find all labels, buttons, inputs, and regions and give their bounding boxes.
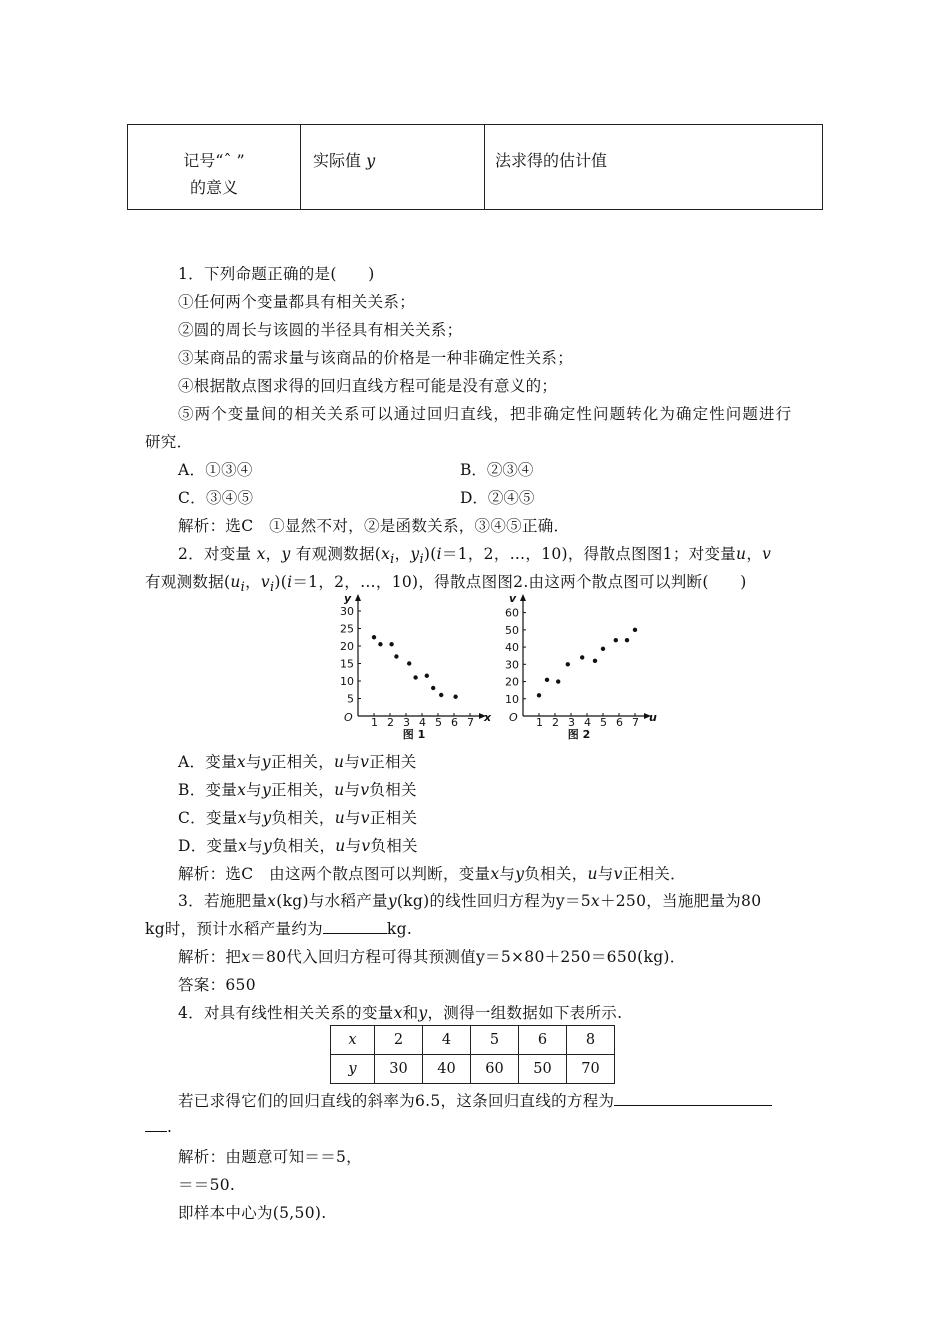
scatter-point [566,662,570,666]
actual-value-cell [301,125,485,210]
scatter-point [633,628,637,632]
q3-stem-line-1: 3．若施肥量x(kg)与水稻产量y(kg)的线性回归方程为y＝5x＋250，当施肥量为80 [178,892,762,910]
q2-text: )( [274,573,288,591]
q2-option-d: D．变量x与y负相关，u与v负相关 [178,837,418,855]
q4-text: . [167,1118,173,1136]
scatter-figure-1 [330,592,492,750]
q1-item-1: ①任何两个变量都具有相关关系； [178,293,416,311]
q1-option-d: D．②④⑤ [460,489,535,507]
q4-text: 若已求得它们的回归直线的斜率为6.5，这条回归直线的方程为 [178,1092,615,1110]
q4-stem: 4．对具有线性相关关系的变量x和y，测得一组数据如下表所示. [178,1004,623,1022]
notation-table [127,124,823,210]
scatter-point [389,642,393,646]
table-cell: 50 [519,1055,567,1084]
q4-question-line [178,1089,772,1111]
var-u: u [736,545,747,563]
scatter-point [439,693,443,697]
q4-text: 4．对具有线性相关关系的变量 [178,1004,394,1022]
scatter-point [453,695,457,699]
x-tick-label: 3 [403,716,410,729]
scatter-point [556,679,560,683]
y-tick-label: 30 [340,605,354,618]
table-cell: 30 [375,1055,423,1084]
q4-text: ，测得一组数据如下表所示. [427,1004,623,1022]
table-cell: 6 [519,1026,567,1055]
option-prefix: C．变量 [178,809,238,827]
q1-option-b: B．②③④ [460,461,534,479]
x-tick-label: 1 [536,716,543,729]
notation-line-1: 记号“ˆ ” [183,151,245,170]
scatter-point [394,654,398,658]
x-tick-label: 2 [552,716,559,729]
q3-text: ＋250，当施肥量为80 [599,892,762,910]
var-yi: $y_i$ [410,545,424,568]
q3-answer: 答案：650 [178,976,256,994]
var-y: y [281,545,291,563]
q2-text: 有观测数据( [145,573,231,591]
y-tick-label: 25 [340,622,354,636]
scatter-point [425,674,429,678]
figure-caption: 图 1 [402,728,426,741]
table-cell: 40 [423,1055,471,1084]
table-cell: 4 [423,1026,471,1055]
estimate-cell [485,125,823,210]
notation-cell [128,125,301,210]
q1-item-5-cont: 研究． [145,433,193,451]
table-cell: 8 [567,1026,615,1055]
q2-stem-line-2: 有观测数据($u_i$，$v_i)(i=1$，2，…，10)，得散点图图2.由这两个散点图可以判断( ) [145,573,747,596]
var-xi: $x_i$ [381,545,395,568]
option-prefix: D．变量 [178,837,239,855]
q1-item-4: ④根据散点图求得的回归直线方程可能是没有意义的； [178,377,558,395]
y-tick-label: 50 [505,623,519,637]
q1-option-a: A．①③④ [178,461,253,479]
table-cell: 5 [471,1026,519,1055]
option-rel-2: 负相关 [370,837,418,855]
x-axis-label: x [484,711,492,724]
option-rel-1: 负相关， [271,809,335,827]
q4-solution-3: 即样本中心为(5,50). [178,1204,327,1222]
table-cell: 60 [471,1055,519,1084]
y-axis-arrow [520,594,526,601]
estimate-text: 法求得的估计值 [495,151,608,170]
var-i: i [287,573,293,591]
y-tick-label: 10 [505,692,519,706]
q2-text: ＝1，2，…，10)，得散点图图2.由这两个散点图可以判断( ) [292,573,747,591]
q1-item-5: ⑤两个变量间的相关关系可以通过回归直线，把非确定性问题转化为确定性问题进行 [178,405,793,423]
answer-blank-cont[interactable] [145,1117,167,1132]
x-tick-label: 1 [371,716,378,729]
q3-text: 3．若施肥量 [178,892,268,910]
x-axis-label: u [649,711,657,724]
scatter-point [413,675,417,679]
q2-option-b: B．变量x与y正相关，u与v负相关 [178,781,417,799]
table-cell: 2 [375,1026,423,1055]
x-tick-label: 4 [584,716,591,729]
option-rel-2: 负相关 [369,781,417,799]
y-tick-label: 20 [340,640,354,653]
x-tick-label: 4 [419,716,426,729]
figure-caption: 图 2 [567,728,591,741]
q1-item-2: ②圆的周长与该圆的半径具有相关关系； [178,321,463,339]
option-rel-1: 正相关， [270,753,335,771]
q2-solution: 解析：选C 由这两个散点图可以判断，变量x与y负相关，u与v正相关． [178,865,686,883]
q3-text: kg. [386,920,413,938]
q3-stem-line-2 [145,917,412,939]
y-axis-label: y [344,592,352,605]
scatter-figure-2 [495,592,657,750]
q4-question-line-2 [145,1117,172,1136]
var-v: v [762,545,772,563]
x-tick-label: 3 [568,716,575,729]
q4-data-table [330,1025,615,1084]
q1-item-3: ③某商品的需求量与该商品的价格是一种非确定性关系； [178,349,574,367]
origin-label: O [344,711,353,724]
scatter-plot-1 [330,592,492,746]
table-header-y: y [331,1055,375,1084]
scatter-point [580,655,584,659]
q2-text: )( [423,545,437,563]
x-tick-label: 7 [632,716,639,729]
scatter-plot-2 [495,592,657,746]
q3-solution: 解析：把x＝80代入回归方程可得其预测值y＝5×80＋250＝650(kg)． [178,948,686,966]
notation-line-2: 的意义 [189,178,238,197]
scatter-point [378,642,382,646]
scatter-point [545,678,549,682]
table-cell: 70 [567,1055,615,1084]
q2-text: 2．对变量 [178,545,252,563]
solution-text: 解析：把 [178,948,242,966]
origin-label: O [509,711,518,724]
answer-blank[interactable] [614,1091,772,1106]
solution-text: 负相关， [524,865,588,883]
option-rel-2: 正相关 [369,753,417,771]
y-tick-label: 30 [505,658,519,672]
x-tick-label: 2 [387,716,394,729]
q1-option-c: C．③④⑤ [178,489,254,507]
option-rel-1: 正相关， [271,781,335,799]
y-axis-label: v [509,592,517,605]
scatter-point [372,635,376,639]
solution-text: 正相关． [622,865,686,883]
scatter-point [431,686,435,690]
scatter-point [593,659,597,663]
option-rel-2: 正相关 [369,809,418,827]
actual-value-var: y [366,151,376,170]
actual-value-text: 实际值 [313,151,362,170]
q3-text: kg时，预计水稻产量约为 [145,920,323,938]
q3-text: (kg)的线性回归方程为y＝5 [396,892,591,910]
y-axis-arrow [355,594,361,601]
option-prefix: B．变量 [178,781,238,799]
q2-option-a: A．变量x与y正相关，u与v正相关 [178,753,417,771]
scatter-point [625,638,629,642]
table-row-x [331,1026,615,1055]
answer-blank[interactable] [323,919,387,934]
q2-stem-line-1: 2．对变量 x，y 有观测数据($x_i$，$y_i)(i=1$，2，…，10)，得散点图图1；对变量u，v [178,545,772,568]
y-tick-label: 5 [347,692,354,706]
option-prefix: A．变量 [178,753,237,771]
y-tick-label: 40 [505,641,519,655]
q4-solution-2: ＝＝50. [178,1176,236,1194]
x-tick-label: 5 [435,716,442,729]
x-tick-label: 7 [467,716,474,729]
y-tick-label: 15 [340,657,354,671]
q3-text: (kg)与水稻产量 [276,892,388,910]
y-tick-label: 10 [340,675,354,688]
solution-text: 解析：选C 由这两个散点图可以判断，变量 [178,865,491,883]
table-header-x: x [331,1026,375,1055]
table-row-y [331,1055,615,1084]
var-ui: $u_i$ [230,573,246,596]
q2-option-c: C．变量x与y负相关，u与v正相关 [178,809,418,827]
x-tick-label: 6 [616,716,623,729]
q2-text: ＝1，2，…，10)，得散点图图1；对变量 [441,545,737,563]
x-tick-label: 5 [600,716,607,729]
var-i: i [436,545,442,563]
var-x: x [256,545,266,563]
x-tick-label: 6 [451,716,458,729]
y-tick-label: 60 [505,606,519,620]
q1-solution: 解析：选C ①显然不对，②是函数关系，③④⑤正确． [178,517,570,535]
y-tick-label: 20 [505,675,519,689]
q2-text: 有观测数据( [295,545,382,563]
scatter-point [614,638,618,642]
option-rel-1: 负相关， [272,837,336,855]
solution-text: ＝80代入回归方程可得其预测值y＝5×80＋250＝650(kg)． [250,948,686,966]
scatter-point [601,647,605,651]
scatter-point [407,661,411,665]
q4-text: 和 [402,1004,419,1022]
q1-stem: 1．下列命题正确的是( ) [178,265,375,283]
q4-solution-1: 解析：由题意可知＝＝5， [178,1148,362,1166]
var-vi: $v_i$ [260,573,275,596]
scatter-point [537,693,541,697]
